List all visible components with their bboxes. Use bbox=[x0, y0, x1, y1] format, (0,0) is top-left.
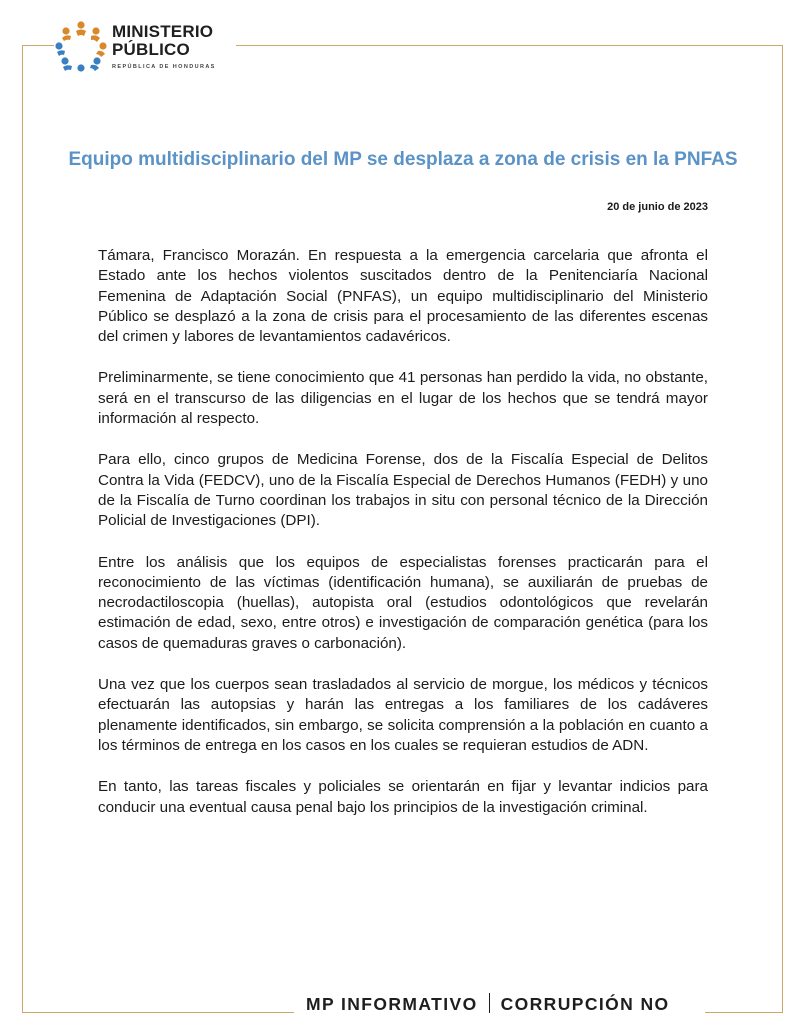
frame-border-bottom-left bbox=[22, 1012, 294, 1013]
footer-corrupcion-no: CORRUPCIÓN NO bbox=[500, 994, 670, 1014]
logo-subtitle: REPÚBLICA DE HONDURAS bbox=[112, 64, 216, 70]
frame-border-left bbox=[22, 45, 23, 1012]
paragraph: Entre los análisis que los equipos de especialistas forenses practicarán para el reconocimiento de las víctimas (identificación humana), se auxiliarán de pruebas de necrodactiloscopia (huellas), autopista oral (estudios odontológicos que revelarán estimación de edad, sexo, entre otros) e investigación de comparación genética (para los casos de quemaduras graves o carbonación). bbox=[98, 553, 708, 652]
article-title: Equipo multidisciplinario del MP se desplaza a zona de crisis en la PNFAS bbox=[68, 149, 738, 170]
frame-border-top-right bbox=[236, 45, 782, 46]
frame-border-right bbox=[782, 45, 783, 1012]
frame-border-top-left bbox=[22, 45, 54, 46]
logo-text-publico: PÚBLICO bbox=[112, 40, 190, 59]
paragraph: Para ello, cinco grupos de Medicina Forense, dos de la Fiscalía Especial de Delitos Contra la Vida (FEDCV), uno de la Fiscalía Especial de Derechos Humanos (FEDH) y uno de la Fiscalía de Turno coordinan los trabajos in situ con personal técnico de la Dirección Policial de Investigaciones (DPI). bbox=[98, 451, 708, 530]
paragraph: Támara, Francisco Morazán. En respuesta a la emergencia carcelaria que afronta el Estado ante los hechos violentos suscitados dentro de la Penitenciaría Nacional Femenina de Adaptación Social (PNFAS), un equipo multidisciplinario del Ministerio Público se desplazó a la zona de crisis para el procesamiento de las diferentes escenas del crimen y labores de levantamientos cadavéricos. bbox=[98, 247, 708, 346]
logo-text-ministerio: MINISTERIO bbox=[112, 22, 214, 41]
footer-slogan bbox=[306, 993, 698, 1015]
ministerio-publico-logo bbox=[54, 20, 234, 76]
footer-separator bbox=[489, 993, 490, 1013]
paragraph: Una vez que los cuerpos sean trasladados al servicio de morgue, los médicos y técnicos efectuarán las autopsias y harán las entregas a los familiares de los cadáveres plenamente identificados, sin embargo, se solicita comprensión a la población en cuanto a los términos de entrega en los casos en los cuales se requieran estudios de ADN. bbox=[98, 676, 708, 754]
article-date: 20 de junio de 2023 bbox=[607, 201, 708, 213]
article-body bbox=[98, 246, 708, 839]
paragraph: En tanto, las tareas fiscales y policiales se orientarán en fijar y levantar indicios para conducir una eventual causa penal bajo los principios de la investigación criminal. bbox=[98, 778, 708, 816]
frame-border-bottom-right bbox=[705, 1012, 783, 1013]
footer-mp-informativo: MP INFORMATIVO bbox=[306, 994, 478, 1014]
paragraph: Preliminarmente, se tiene conocimiento que 41 personas han perdido la vida, no obstante, será en el transcurso de las diligencias en el lugar de los hechos que se tendrá mayor información al respecto. bbox=[98, 369, 708, 428]
people-circle-emblem-icon bbox=[54, 20, 108, 74]
